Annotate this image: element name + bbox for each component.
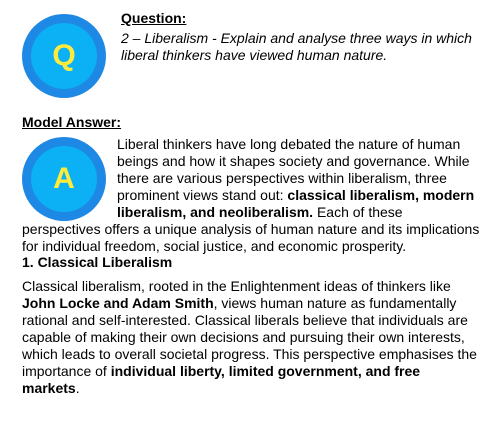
model-answer-label: Model Answer:	[22, 114, 122, 130]
answer-intro-part1: Liberal thinkers have long debated the nature of human beings and how it shapes society and governance. While there are various perspectives within liberalism, three prominent views stand out:	[117, 136, 470, 203]
section-body-part1: Classical liberalism, rooted in the Enlightenment ideas of thinkers like	[22, 278, 451, 294]
question-badge-icon	[22, 14, 106, 98]
section-body-bold2: individual liberty, limited government, and free markets	[22, 363, 421, 396]
question-label: Question:	[121, 10, 187, 26]
section-body-bold1: John Locke and Adam Smith	[22, 295, 214, 311]
answer-intro-bold: classical liberalism, modern liberalism, and neoliberalism.	[117, 187, 475, 220]
question-text: 2 – Liberalism - Explain and analyse three ways in which liberal thinkers have viewed human nature.	[121, 30, 472, 63]
section-body-part3: .	[75, 380, 80, 396]
section-body	[22, 278, 480, 397]
answer-intro-part2: Each of these perspectives offers a unique analysis of human nature and its implications for individual freedom, social justice, and economic prosperity.	[22, 204, 480, 254]
section-body-part2: , views human nature as fundamentally rational and self-interested. Classical liberals believe that individuals are capable of making their own decisions and pursuing their own interests, which leads to overall societal progress. This perspective emphasises the importance of	[22, 295, 477, 379]
section-heading: 1. Classical Liberalism	[22, 254, 173, 270]
answer-badge-letter: A	[31, 146, 97, 212]
question-badge-letter: Q	[31, 23, 97, 89]
answer-intro	[22, 136, 480, 255]
